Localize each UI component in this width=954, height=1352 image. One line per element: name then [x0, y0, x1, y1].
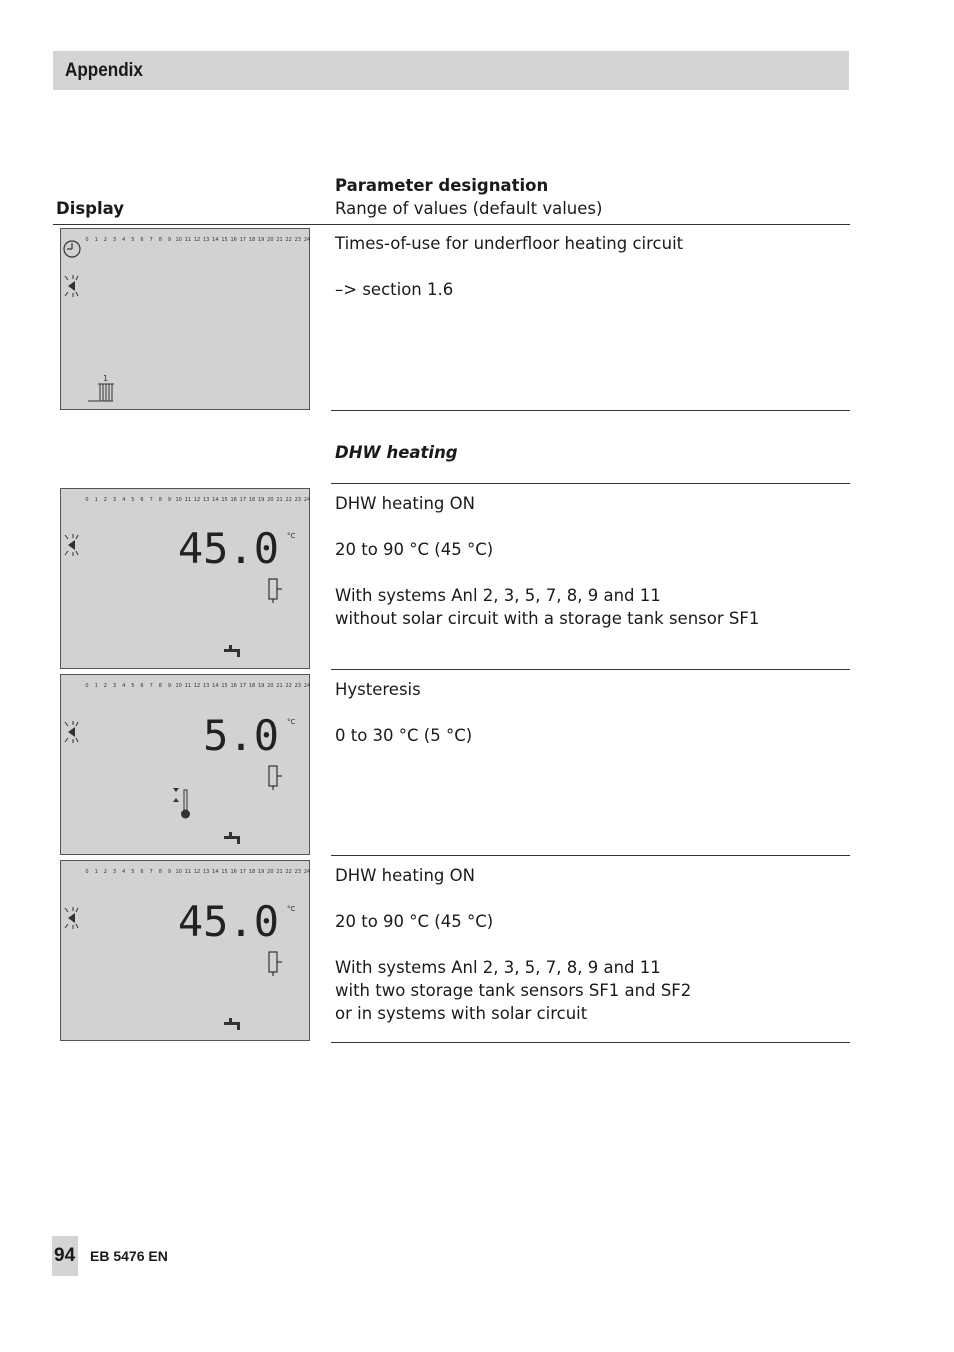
temperature-value: 45.0 — [177, 524, 279, 573]
hour-tick-label: 0 — [85, 497, 89, 503]
hour-tick-label: 1 — [94, 683, 98, 689]
dhw-heating-section-title: DHW heating — [335, 443, 458, 462]
hour-tick-label: 24 — [303, 869, 311, 875]
unit-label: °C — [287, 532, 296, 540]
hour-tick-label: 1 — [94, 869, 98, 875]
display-heading: Display — [56, 199, 125, 218]
hour-tick-label: 23 — [294, 237, 302, 243]
hour-tick-label: 5 — [131, 497, 135, 503]
circuit-number-label: 1 — [103, 374, 109, 383]
hour-tick-label: 2 — [103, 237, 107, 243]
row-rule-3 — [331, 855, 850, 856]
time-scale — [85, 869, 310, 875]
hour-tick-label: 10 — [175, 869, 182, 875]
hour-tick-label: 6 — [140, 237, 144, 243]
hour-tick-label: 4 — [122, 683, 126, 689]
hour-tick-label: 3 — [112, 869, 117, 875]
row-text-dhw-on-2: DHW heating ON 20 to 90 °C (45 °C) With systems Anl 2, 3, 5, 7, 8, 9 and 11 with two storage tank sensors SF1 and SF2 or in systems with solar circuit — [335, 866, 692, 1023]
hour-tick-label: 22 — [285, 237, 292, 243]
flashing-arrow-icon — [65, 534, 78, 556]
hour-tick-label: 21 — [276, 683, 283, 689]
hour-tick-label: 14 — [212, 683, 219, 689]
hour-tick-label: 0 — [85, 237, 89, 243]
hour-tick-label: 17 — [239, 869, 247, 875]
hour-tick-label: 13 — [202, 869, 210, 875]
section-header-bar — [53, 51, 849, 90]
hour-tick-label: 3 — [112, 497, 117, 503]
hour-tick-label: 11 — [184, 237, 192, 243]
hour-tick-label: 4 — [122, 237, 126, 243]
hour-tick-label: 10 — [175, 237, 182, 243]
lcd-display-dhw-on-1 — [60, 488, 310, 669]
lcd-display-hysteresis — [60, 674, 310, 855]
hour-tick-label: 7 — [149, 497, 153, 503]
row-text-hysteresis: Hysteresis 0 to 30 °C (5 °C) — [335, 680, 473, 745]
hour-tick-label: 2 — [103, 497, 107, 503]
hour-tick-label: 21 — [276, 497, 283, 503]
hour-tick-label: 12 — [193, 497, 201, 503]
hour-tick-label: 6 — [140, 497, 144, 503]
hour-tick-label: 7 — [149, 869, 153, 875]
hour-tick-label: 3 — [112, 237, 117, 243]
hour-tick-label: 21 — [276, 237, 283, 243]
hour-tick-label: 1 — [94, 497, 98, 503]
lcd-display-dhw-on-2 — [60, 860, 310, 1041]
hour-tick-label: 21 — [276, 869, 283, 875]
hour-tick-label: 22 — [285, 497, 292, 503]
time-scale — [85, 237, 310, 243]
hour-tick-label: 24 — [303, 237, 311, 243]
hour-tick-label: 16 — [230, 683, 237, 689]
hour-tick-label: 22 — [285, 869, 292, 875]
clock-icon — [64, 241, 80, 257]
hour-tick-label: 12 — [193, 683, 201, 689]
hour-tick-label: 19 — [257, 683, 265, 689]
hour-tick-label: 5 — [131, 683, 135, 689]
hour-tick-label: 6 — [140, 869, 144, 875]
hour-tick-label: 22 — [285, 683, 292, 689]
hour-tick-label: 11 — [184, 683, 192, 689]
hour-tick-label: 7 — [149, 683, 153, 689]
section-rule — [331, 483, 850, 484]
hour-tick-label: 0 — [85, 869, 89, 875]
hour-tick-label: 18 — [248, 683, 256, 689]
tap-icon — [224, 1018, 240, 1030]
flashing-arrow-icon — [65, 721, 78, 743]
hour-tick-label: 19 — [257, 869, 265, 875]
page-number: 94 — [54, 1245, 76, 1266]
hour-tick-label: 8 — [158, 869, 162, 875]
hour-tick-label: 18 — [248, 869, 256, 875]
header-rule — [53, 224, 850, 225]
storage-tank-sensor-icon — [269, 952, 282, 976]
hour-tick-label: 10 — [175, 497, 182, 503]
row-text-times-of-use: Times-of-use for underfloor heating circuit –> section 1.6 — [335, 234, 684, 299]
hour-tick-label: 24 — [303, 683, 311, 689]
hour-tick-label: 15 — [221, 237, 228, 243]
hour-tick-label: 11 — [184, 869, 192, 875]
hour-tick-label: 11 — [184, 497, 192, 503]
hour-tick-label: 5 — [131, 237, 135, 243]
hour-tick-label: 0 — [85, 683, 89, 689]
hour-tick-label: 24 — [303, 497, 311, 503]
hour-tick-label: 13 — [202, 683, 210, 689]
flashing-arrow-icon — [65, 275, 78, 297]
page-number-box — [52, 1236, 78, 1276]
section-header-title: Appendix — [65, 60, 143, 81]
hour-tick-label: 20 — [267, 683, 274, 689]
hour-tick-label: 15 — [221, 497, 228, 503]
hour-tick-label: 20 — [267, 869, 274, 875]
hour-tick-label: 12 — [193, 237, 201, 243]
hour-tick-label: 9 — [167, 869, 172, 875]
hour-tick-label: 2 — [103, 869, 107, 875]
row-rule-2 — [331, 669, 850, 670]
hour-tick-label: 16 — [230, 237, 237, 243]
unit-label: °C — [287, 718, 296, 726]
hour-tick-label: 5 — [131, 869, 135, 875]
hour-tick-label: 20 — [267, 237, 274, 243]
row-text-dhw-on-1: DHW heating ON 20 to 90 °C (45 °C) With systems Anl 2, 3, 5, 7, 8, 9 and 11 without solar circuit with a storage tank sensor SF1 — [335, 494, 760, 628]
hour-tick-label: 17 — [239, 237, 247, 243]
lcd-screen-2 — [61, 489, 311, 670]
time-scale — [85, 497, 310, 503]
thermometer-icon — [173, 788, 190, 819]
hour-tick-label: 15 — [221, 869, 228, 875]
hour-tick-label: 1 — [94, 237, 98, 243]
hysteresis-value: 5.0 — [203, 711, 279, 760]
hour-tick-label: 19 — [257, 497, 265, 503]
hour-tick-label: 9 — [167, 683, 172, 689]
temperature-value: 45.0 — [177, 897, 279, 946]
range-heading: Range of values (default values) — [335, 199, 603, 218]
tap-icon — [224, 645, 240, 657]
hour-tick-label: 7 — [149, 237, 153, 243]
hour-tick-label: 17 — [239, 497, 247, 503]
flashing-arrow-icon — [65, 907, 78, 929]
hour-tick-label: 23 — [294, 683, 302, 689]
hour-tick-label: 14 — [212, 497, 219, 503]
hour-tick-label: 10 — [175, 683, 182, 689]
row-rule-1 — [331, 410, 850, 411]
lcd-display-times-of-use — [60, 228, 310, 410]
hour-tick-label: 16 — [230, 869, 237, 875]
hour-tick-label: 13 — [202, 237, 210, 243]
hour-tick-label: 16 — [230, 497, 237, 503]
hour-tick-label: 4 — [122, 497, 126, 503]
hour-tick-label: 15 — [221, 683, 228, 689]
hour-tick-label: 4 — [122, 869, 126, 875]
underfloor-heating-icon — [88, 384, 114, 401]
storage-tank-sensor-icon — [269, 766, 282, 790]
document-code: EB 5476 EN — [90, 1248, 168, 1264]
row-rule-4 — [331, 1042, 850, 1043]
hour-tick-label: 2 — [103, 683, 107, 689]
param-designation-heading: Parameter designation — [335, 176, 549, 195]
hour-tick-label: 18 — [248, 497, 256, 503]
hour-tick-label: 19 — [257, 237, 265, 243]
hour-tick-label: 9 — [167, 497, 172, 503]
hour-tick-label: 23 — [294, 497, 302, 503]
hour-tick-label: 8 — [158, 683, 162, 689]
hour-tick-label: 8 — [158, 237, 162, 243]
hour-tick-label: 17 — [239, 683, 247, 689]
time-scale — [85, 683, 310, 689]
unit-label: °C — [287, 905, 296, 913]
hour-tick-label: 20 — [267, 497, 274, 503]
storage-tank-sensor-icon — [269, 579, 282, 603]
hour-tick-label: 3 — [112, 683, 117, 689]
hour-tick-label: 23 — [294, 869, 302, 875]
hour-tick-label: 12 — [193, 869, 201, 875]
hour-tick-label: 6 — [140, 683, 144, 689]
lcd-screen-1 — [61, 229, 311, 411]
hour-tick-label: 9 — [167, 237, 172, 243]
hour-tick-label: 13 — [202, 497, 210, 503]
hour-tick-label: 14 — [212, 869, 219, 875]
hour-tick-label: 8 — [158, 497, 162, 503]
lcd-screen-3 — [61, 675, 311, 856]
hour-tick-label: 14 — [212, 237, 219, 243]
lcd-screen-4 — [61, 861, 311, 1042]
hour-tick-label: 18 — [248, 237, 256, 243]
tap-icon — [224, 832, 240, 844]
